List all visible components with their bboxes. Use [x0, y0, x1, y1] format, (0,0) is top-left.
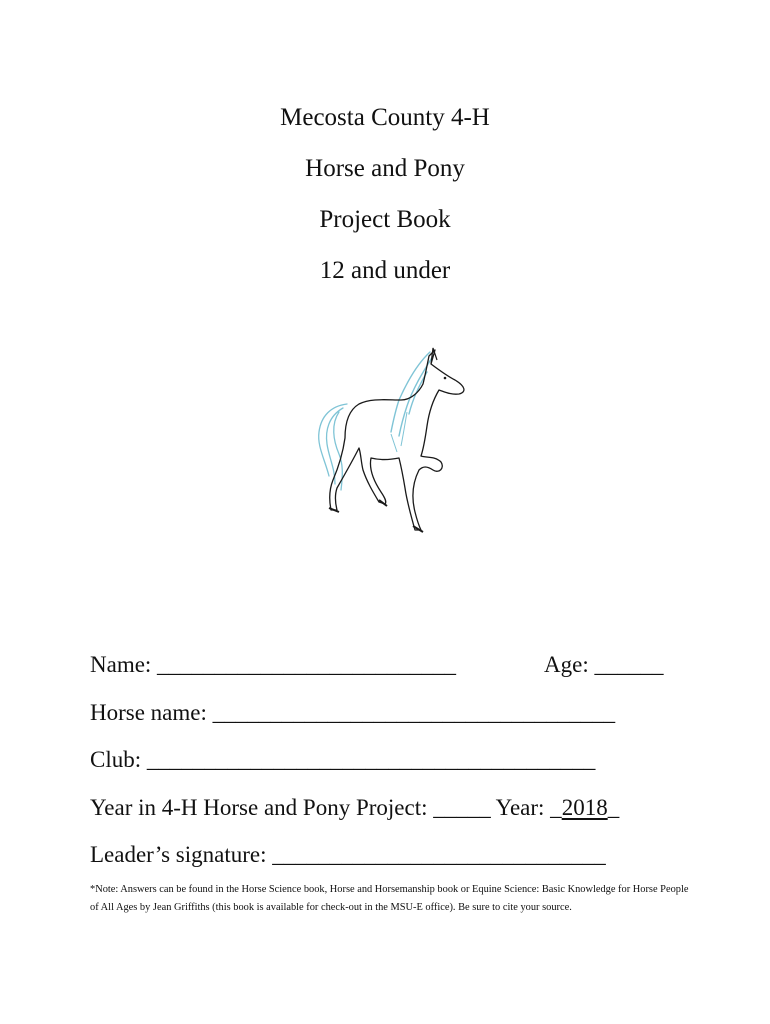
name-line: [90, 645, 690, 693]
title-block: [0, 92, 770, 296]
horse-body-outline: [330, 350, 464, 530]
year-line: [90, 788, 690, 836]
horse-eye: [444, 377, 447, 380]
leader-signature-field[interactable]: Leader’s signature: _____________________________: [90, 842, 606, 867]
horse-ear: [431, 348, 437, 364]
club-field[interactable]: Club: _______________________________________: [90, 747, 596, 772]
horse-name-field[interactable]: Horse name: ___________________________________: [90, 699, 616, 725]
year-in-project-field[interactable]: Year in 4-H Horse and Pony Project: _____ Year: _: [90, 794, 562, 820]
age-field[interactable]: Age: ______: [544, 652, 664, 677]
info-form: [90, 645, 690, 883]
name-field[interactable]: Name: __________________________: [90, 652, 457, 677]
year-suffix: _: [607, 794, 620, 820]
footnote: *Note: Answers can be found in the Horse Science book, Horse and Horsemanship book or Equine Science: Basic Knowledge for Horse People of All Ages by Jean Griffiths (this book is available for check-out in the MSU-E office). Be sure to cite your source.: [90, 884, 689, 913]
year-value[interactable]: 2018: [561, 794, 608, 820]
title-county: Mecosta County 4-H: [280, 104, 490, 131]
horse-illustration-icon: [295, 342, 475, 537]
title-project: Horse and Pony: [305, 155, 465, 182]
title-age-group: 12 and under: [319, 257, 451, 284]
title-book: Project Book: [319, 206, 451, 233]
